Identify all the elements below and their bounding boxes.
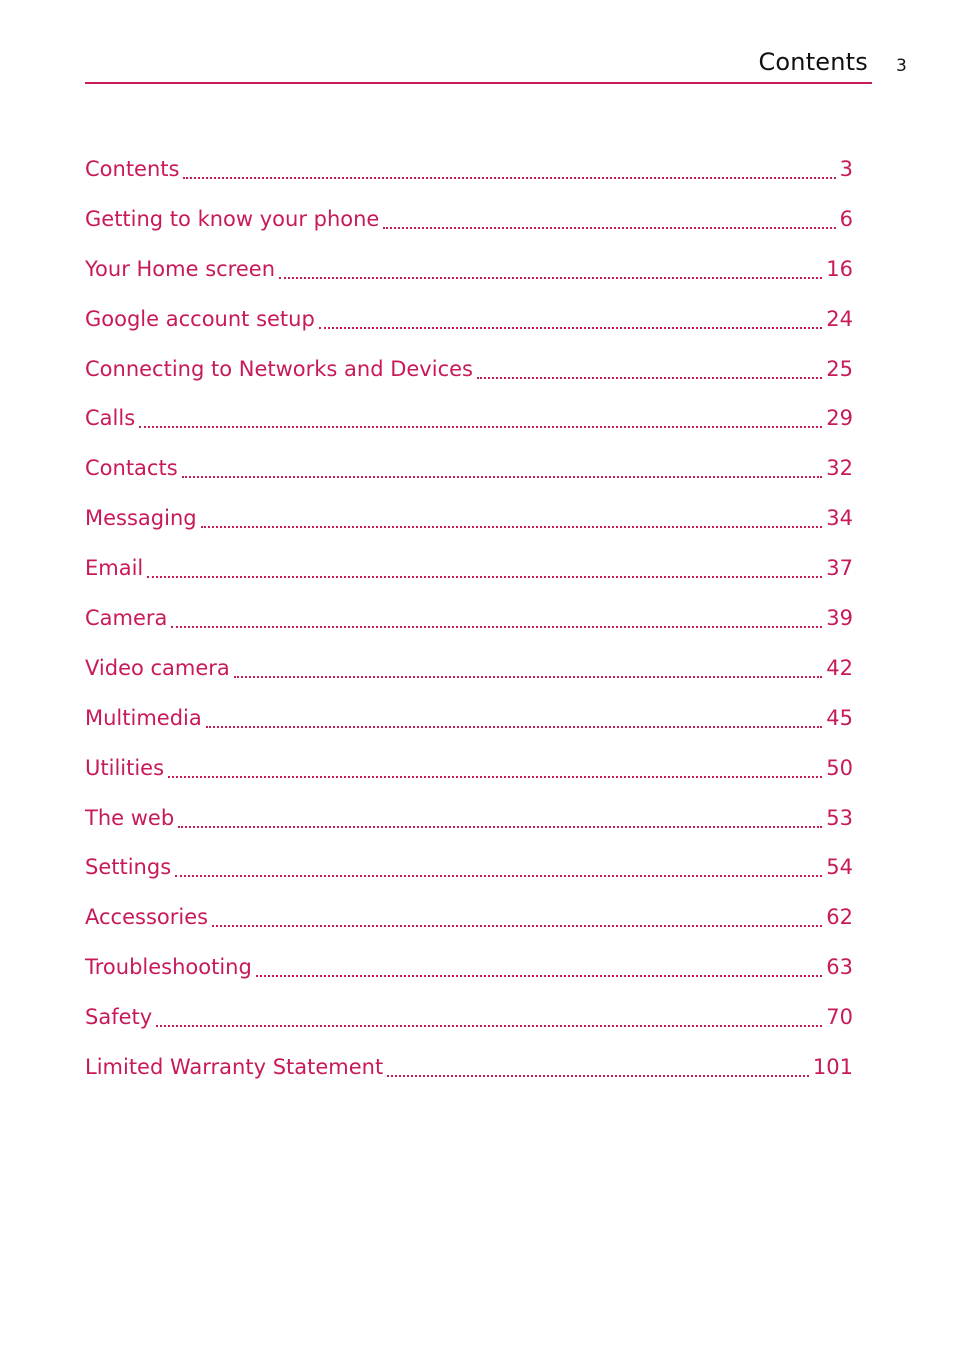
table-of-contents xyxy=(85,144,853,1092)
toc-entry-page: 3 xyxy=(839,156,853,181)
page-header xyxy=(85,44,872,84)
toc-dot-leader xyxy=(279,277,822,279)
toc-entry-page: 101 xyxy=(812,1054,853,1079)
toc-entry-page: 37 xyxy=(826,556,853,581)
toc-entry-page: 45 xyxy=(826,705,853,730)
toc-entry-page: 24 xyxy=(826,306,853,331)
toc-dot-leader xyxy=(206,726,823,728)
toc-entry-page: 6 xyxy=(839,206,853,231)
toc-entry-label: Contents xyxy=(85,156,180,181)
page-number: 3 xyxy=(896,56,907,76)
toc-entry-safety[interactable] xyxy=(85,992,853,1042)
toc-dot-leader xyxy=(212,925,822,927)
toc-entry-utilities[interactable] xyxy=(85,743,853,793)
toc-entry-label: Messaging xyxy=(85,506,197,531)
toc-dot-leader xyxy=(139,426,822,428)
toc-entry-messaging[interactable] xyxy=(85,493,853,543)
toc-entry-page: 29 xyxy=(826,406,853,431)
toc-entry-page: 63 xyxy=(826,955,853,980)
toc-entry-label: Video camera xyxy=(85,655,230,680)
toc-entry-video-camera[interactable] xyxy=(85,643,853,693)
toc-entry-label: Limited Warranty Statement xyxy=(85,1054,384,1079)
toc-entry-label: Accessories xyxy=(85,905,209,930)
toc-entry-accessories[interactable] xyxy=(85,892,853,942)
toc-dot-leader xyxy=(182,476,823,478)
toc-entry-limited-warranty-statement[interactable] xyxy=(85,1042,853,1092)
toc-dot-leader xyxy=(171,626,822,628)
toc-entry-your-home-screen[interactable] xyxy=(85,244,853,294)
toc-entry-getting-to-know-your-phone[interactable] xyxy=(85,194,853,244)
toc-entry-label: Multimedia xyxy=(85,705,202,730)
toc-dot-leader xyxy=(256,975,822,977)
toc-entry-label: Email xyxy=(85,556,144,581)
toc-entry-label: Google account setup xyxy=(85,306,315,331)
toc-entry-email[interactable] xyxy=(85,543,853,593)
toc-entry-multimedia[interactable] xyxy=(85,693,853,743)
toc-entry-page: 70 xyxy=(826,1005,853,1030)
toc-entry-page: 16 xyxy=(826,256,853,281)
toc-entry-page: 53 xyxy=(826,805,853,830)
toc-entry-page: 50 xyxy=(826,755,853,780)
toc-entry-label: Camera xyxy=(85,605,168,630)
toc-entry-contents[interactable] xyxy=(85,144,853,194)
toc-dot-leader xyxy=(319,327,822,329)
toc-dot-leader xyxy=(156,1025,822,1027)
toc-entry-label: Safety xyxy=(85,1005,153,1030)
toc-entry-calls[interactable] xyxy=(85,393,853,443)
toc-entry-settings[interactable] xyxy=(85,842,853,892)
toc-entry-the-web[interactable] xyxy=(85,793,853,843)
toc-entry-troubleshooting[interactable] xyxy=(85,942,853,992)
section-title: Contents xyxy=(758,48,868,76)
toc-entry-camera[interactable] xyxy=(85,593,853,643)
toc-dot-leader xyxy=(201,526,823,528)
toc-entry-label: Contacts xyxy=(85,456,178,481)
toc-entry-page: 25 xyxy=(826,356,853,381)
toc-entry-page: 54 xyxy=(826,855,853,880)
toc-entry-label: Calls xyxy=(85,406,136,431)
toc-dot-leader xyxy=(147,576,822,578)
toc-dot-leader xyxy=(183,177,835,179)
toc-dot-leader xyxy=(178,826,822,828)
toc-entry-page: 34 xyxy=(826,506,853,531)
toc-entry-label: The web xyxy=(85,805,175,830)
toc-entry-label: Troubleshooting xyxy=(85,955,252,980)
toc-entry-page: 39 xyxy=(826,605,853,630)
toc-dot-leader xyxy=(234,676,822,678)
toc-entry-label: Getting to know your phone xyxy=(85,206,380,231)
toc-entry-page: 62 xyxy=(826,905,853,930)
toc-entry-label: Connecting to Networks and Devices xyxy=(85,356,473,381)
toc-entry-google-account-setup[interactable] xyxy=(85,294,853,344)
toc-dot-leader xyxy=(387,1075,809,1077)
toc-entry-connecting-to-networks-and-devices[interactable] xyxy=(85,344,853,394)
toc-dot-leader xyxy=(168,776,822,778)
toc-entry-label: Settings xyxy=(85,855,172,880)
toc-entry-page: 42 xyxy=(826,655,853,680)
toc-entry-page: 32 xyxy=(826,456,853,481)
toc-entry-contacts[interactable] xyxy=(85,443,853,493)
toc-dot-leader xyxy=(477,377,822,379)
toc-dot-leader xyxy=(175,875,822,877)
toc-entry-label: Utilities xyxy=(85,755,165,780)
toc-entry-label: Your Home screen xyxy=(85,256,276,281)
toc-dot-leader xyxy=(383,227,835,229)
